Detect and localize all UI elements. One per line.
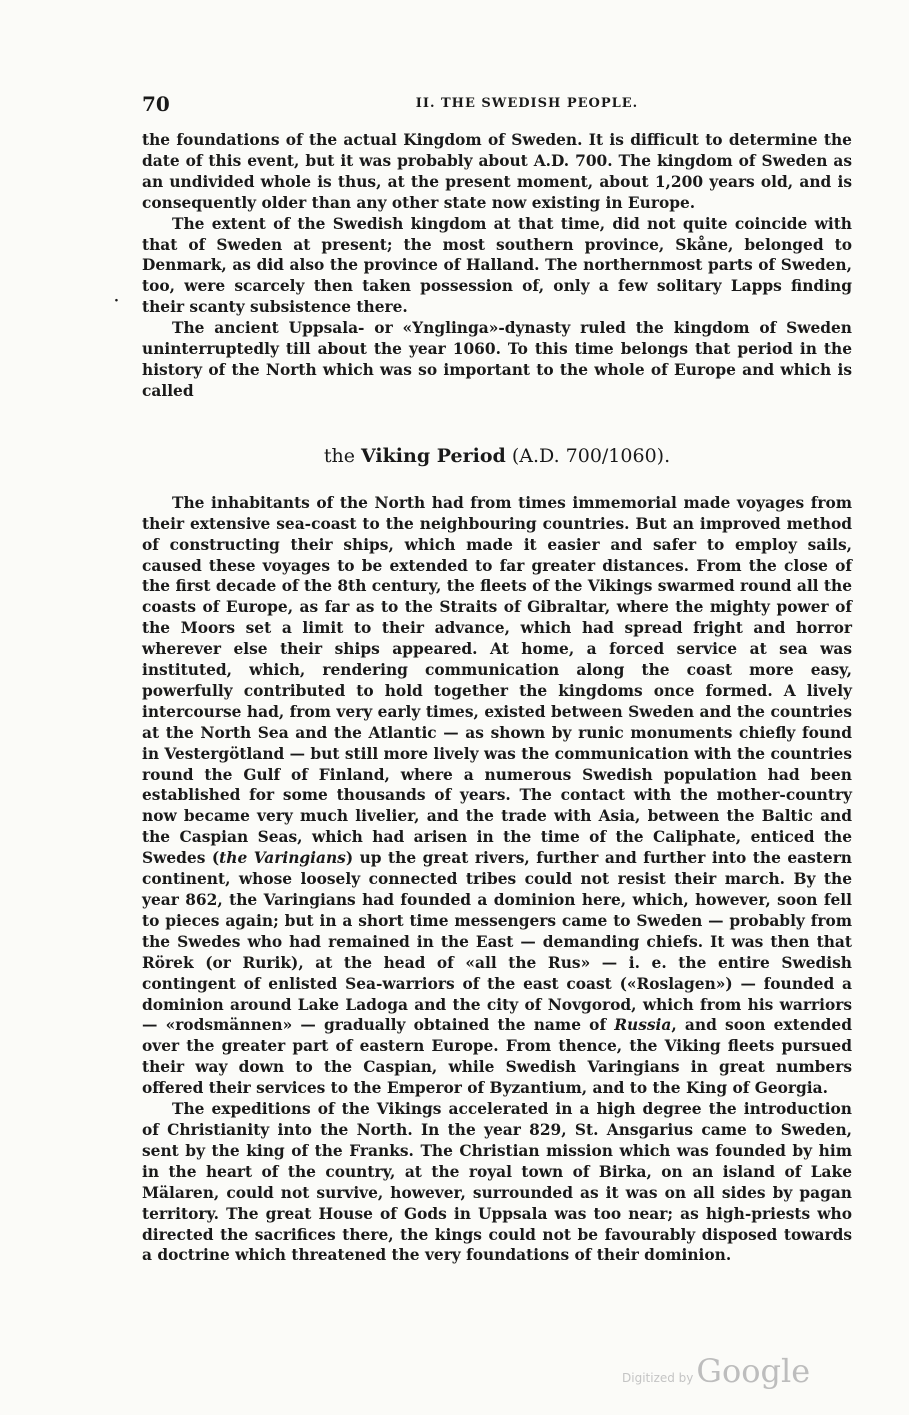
margin-mark: ·: [114, 293, 119, 309]
running-head: II. THE SWEDISH PEOPLE.: [415, 96, 639, 111]
google-logo: Google: [696, 1352, 811, 1390]
paragraph-2: The extent of the Swedish kingdom at that time, did not quite coincide with that of Sweden at present; the most southern province, Skåne, belonged to Denmark, as did also the province of Halland. The northernmost parts of Sweden, too, were scarcely then taken possession of, only a few solitary Lapps finding their scanty subsistence there.: [142, 214, 852, 317]
paragraph-1: the foundations of the actual Kingdom of Sweden. It is difficult to determine the date of this event, but it was probably about A.D. 700. The kingdom of Sweden as an undivided whole is thus, at the present moment, about 1,200 years old, and is consequently older than any other state now existing in Europe.: [142, 131, 852, 212]
paragraph-5: The expeditions of the Vikings accelerated in a high degree the introduction of Christianity into the North. In the year 829, St. Ansgarius came to Sweden, sent by the king of the Franks. The Christian mission which was founded by him in the heart of the country, at the royal town of Birka, on an island of Lake Mälaren, could not survive, however, surrounded as it was on all sides by pagan territory. The great House of Gods in Uppsala was too near; as high-priests who directed the sacrifices there, the kings could not be favourably disposed towards a doctrine which threatened the very foundations of their dominion.: [142, 1100, 852, 1265]
page-header: [142, 92, 852, 116]
paragraph-3: The ancient Uppsala- or «Ynglinga»-dynasty ruled the kingdom of Sweden uninterruptedly till about the year 1060. To this time belongs that period in the history of the North which was so important to the whole of Europe and which is called: [142, 319, 852, 400]
page-number: 70: [142, 92, 170, 116]
page-body: [142, 92, 852, 1266]
paragraph-4: The inhabitants of the North had from times immemorial made voyages from their extensive sea-coast to the neighbouring countries. But an improved method of constructing their ships, which made it easier and safer to employ sails, caused these voyages to be extended to far greater distances. From the close of the first decade of the 8th century, the fleets of the Vikings swarmed round all the coasts of Europe, as far as to the Straits of Gibraltar, where the mighty power of the Moors set a limit to their advance, which had spread fright and horror wherever else their ships appeared. At home, a forced service at sea was instituted, which, rendering communication along the coast more easy, powerfully contributed to hold together the kingdoms once formed. A lively intercourse had, from very early times, existed between Sweden and the countries at the North Sea and the Atlantic — as shown by runic monuments chiefly found in Vestergötland — but still more lively was the communication with the countries round the Gulf of Finland, where a numerous Swedish population had been established for some thousands of years. The contact with the mother-country now became very much livelier, and the trade with Asia, between the Baltic and the Caspian Seas, which had arisen in the time of the Caliphate, enticed the Swedes (the Varingians) up the great rivers, further and further into the eastern continent, whose loosely connected tribes could not resist their march. By the year 862, the Varingians had founded a dominion here, which, however, soon fell to pieces again; but in a short time messengers came to Sweden — probably from the Swedes who had remained in the East — demanding chiefs. It was then that Rörek (or Rurik), at the head of «all the Rus» — i. e. the entire Swedish contingent of enlisted Sea-warriors of the east coast («Roslagen») — founded a dominion around Lake Ladoga and the city of Novgorod, which from his warriors — «rodsmännen» — gradually obtained the name of Russia, and soon extended over the greater part of eastern Europe. From thence, the Viking fleets pursued their way down to the Caspian, while Swedish Varingians in great numbers offered their services to the Emperor of Byzantium, and to the King of Georgia.: [142, 493, 852, 1098]
section-title: the Viking Period (A.D. 700/1060).: [323, 444, 671, 467]
bold-phrase: the actual Kingdom of Sweden.: [309, 131, 583, 149]
digitized-watermark: Digitized by Google: [622, 1352, 811, 1390]
